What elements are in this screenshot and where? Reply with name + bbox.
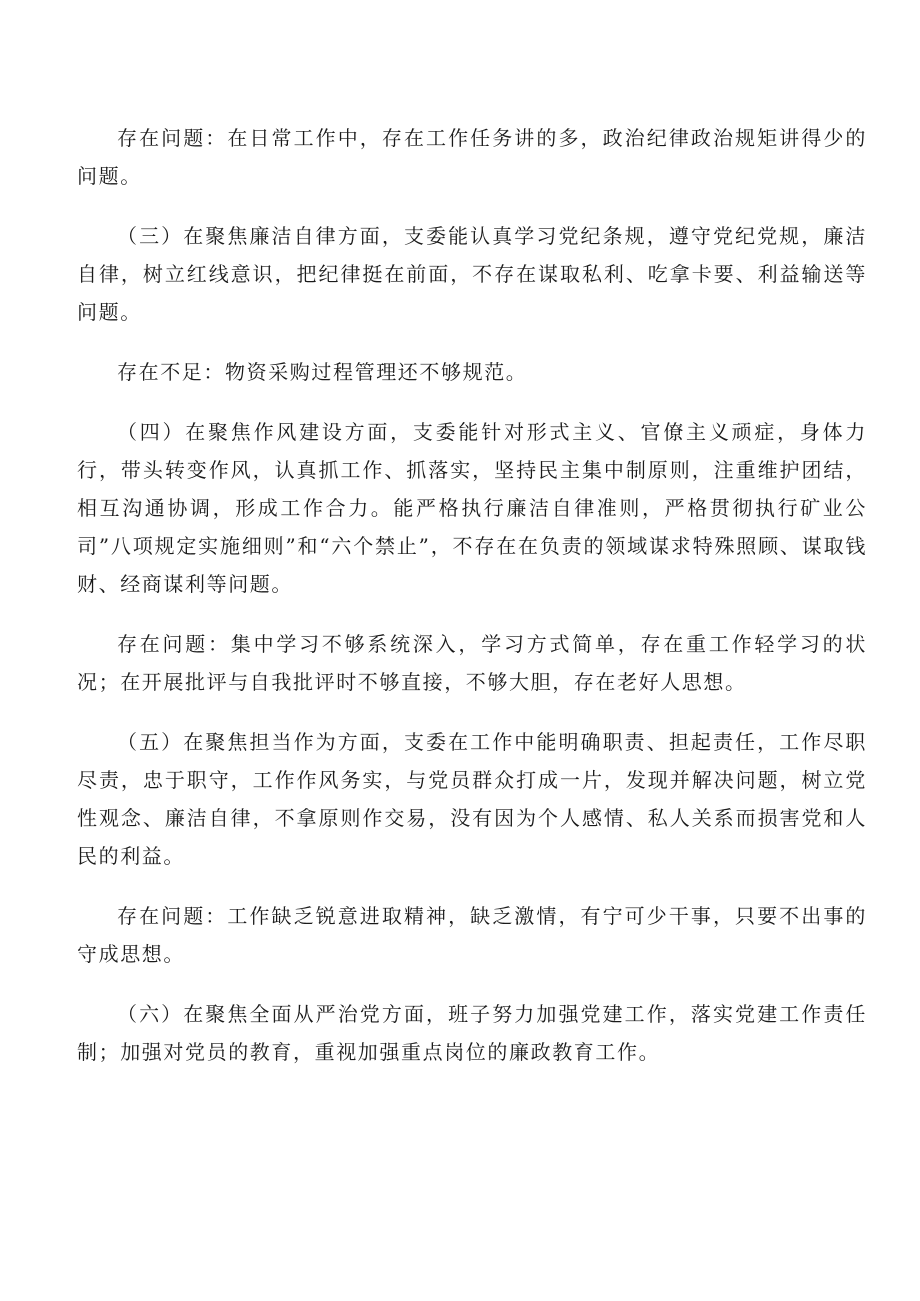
paragraph-section-3: （三）在聚焦廉洁自律方面，支委能认真学习党纪条规，遵守党纪党规，廉洁自律，树立红线意识，把纪律挺在前面，不存在谋取私利、吃拿卡要、利益输送等问题。	[77, 224, 867, 324]
paragraph-issue-3: 存在问题：工作缺乏锐意进取精神，缺乏激情，有宁可少干事，只要不出事的守成思想。	[77, 904, 867, 966]
paragraph-section-5: （五）在聚焦担当作为方面，支委在工作中能明确职责、担起责任，工作尽职尽责，忠于职守，工作作风务实，与党员群众打成一片，发现并解决问题，树立党性观念、廉洁自律，不拿原则作交易，没有因为个人感情、私人关系而损害党和人民的利益。	[77, 730, 867, 868]
paragraph-issue-1: 存在问题：在日常工作中，存在工作任务讲的多，政治纪律政治规矩讲得少的问题。	[77, 126, 867, 188]
paragraph-section-4: （四）在聚焦作风建设方面，支委能针对形式主义、官僚主义顽症，身体力行，带头转变作风，认真抓工作、抓落实，坚持民主集中制原则，注重维护团结，相互沟通协调，形成工作合力。能严格执行廉洁自律准则，严格贯彻执行矿业公司”八项规定实施细则”和“六个禁止”，不存在在负责的领域谋求特殊照顾、谋取钱财、经商谋利等问题。	[77, 420, 867, 596]
document-body	[77, 119, 867, 1093]
paragraph-issue-2: 存在问题：集中学习不够系统深入，学习方式简单，存在重工作轻学习的状况；在开展批评与自我批评时不够直接，不够大胆，存在老好人思想。	[77, 632, 867, 694]
paragraph-section-6: （六）在聚焦全面从严治党方面，班子努力加强党建工作，落实党建工作责任制；加强对党员的教育，重视加强重点岗位的廉政教育工作。	[77, 1002, 867, 1064]
paragraph-shortcoming-1: 存在不足：物资采购过程管理还不够规范。	[117, 360, 528, 384]
